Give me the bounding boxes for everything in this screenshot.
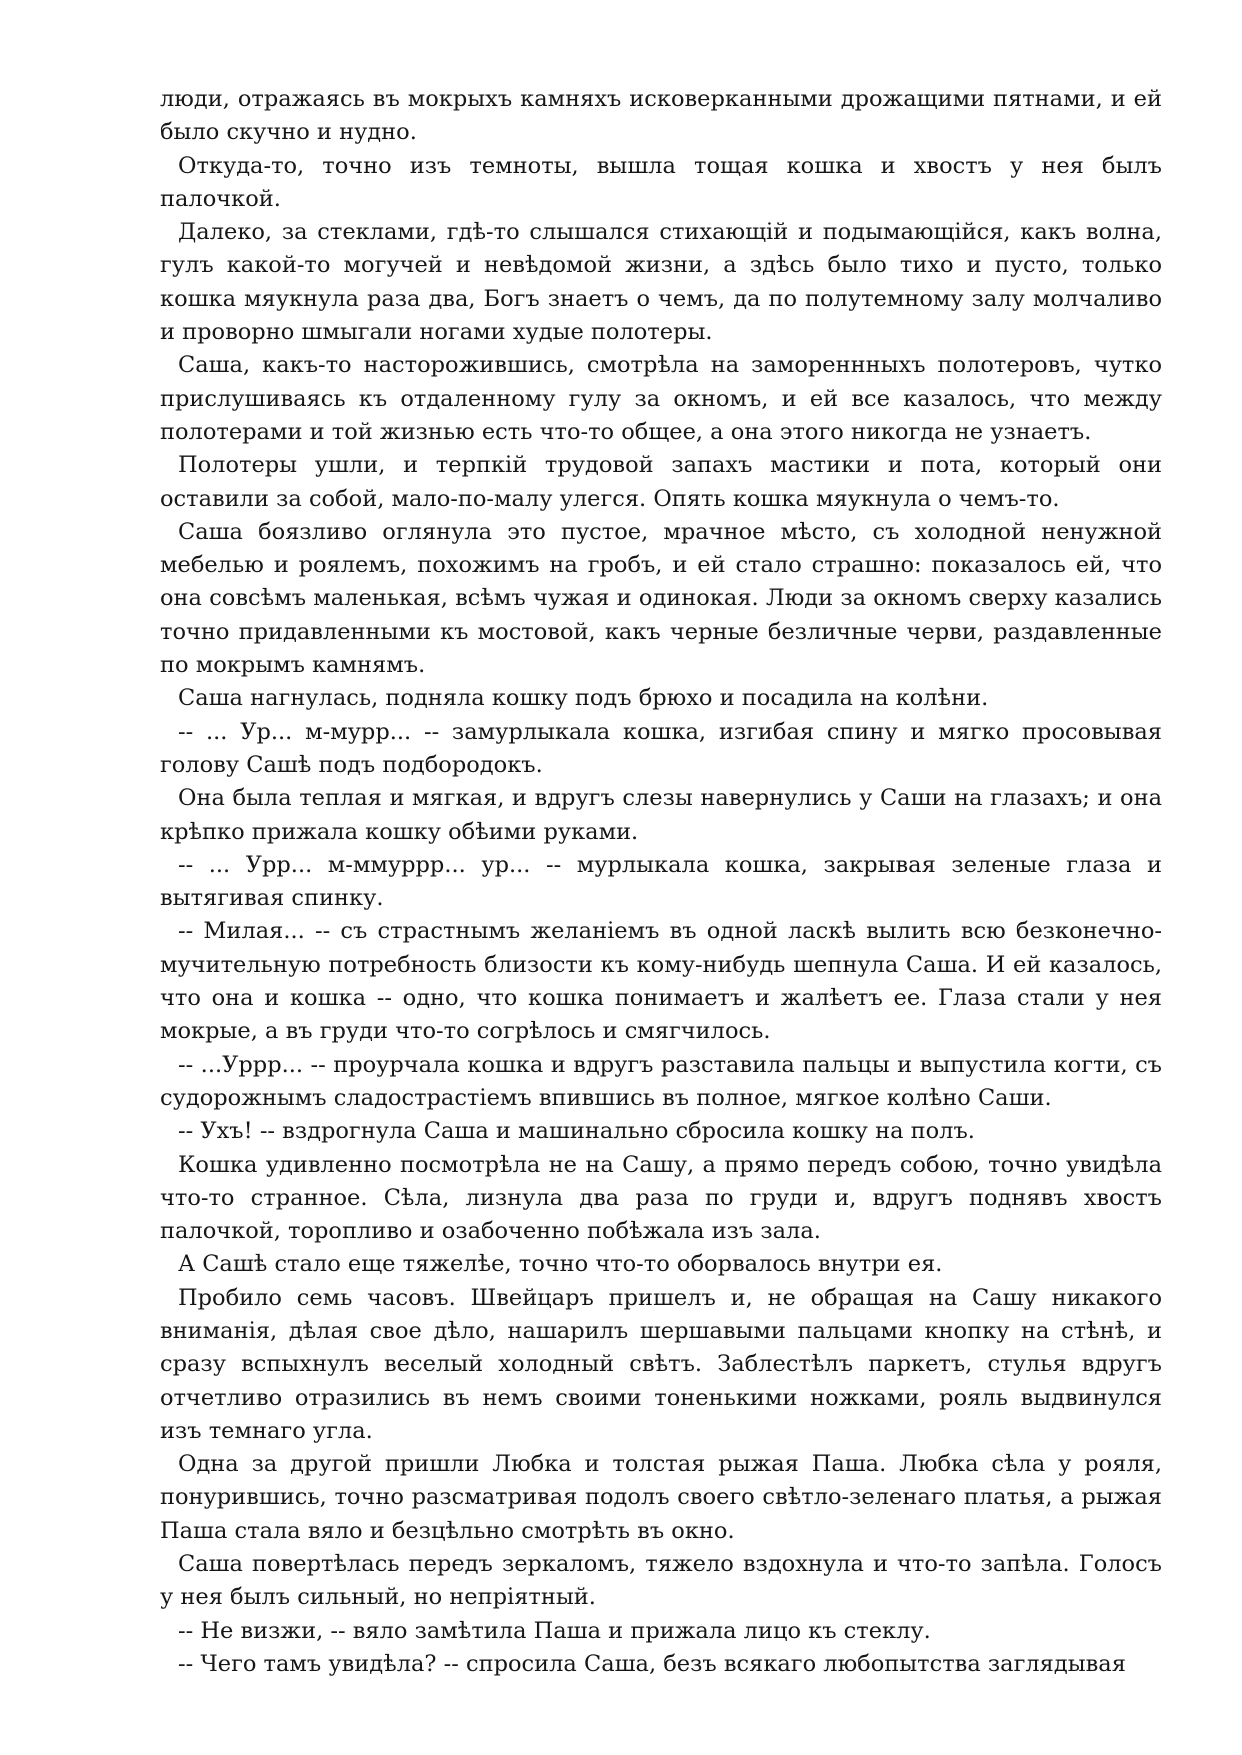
document-page: [160, 83, 1162, 1681]
paragraph: Пробило семь часовъ. Швейцаръ пришелъ и, не обращая на Сашу никакого вниманія, дѣлая свое дѣло, нашарилъ шершавыми пальцами кнопку на стѣнѣ, и сразу вспыхнулъ веселый холодный свѣтъ. Заблестѣлъ паркетъ, стулья вдругъ отчетливо отразились въ немъ своими тоненькими ножками, рояль выдвинулся изъ темнаго угла.: [160, 1284, 1162, 1444]
paragraph: Полотеры ушли, и терпкій трудовой запахъ мастики и пота, который они оставили за собой, мало-по-малу улегся. Опять кошка мяукнула о чемъ-то.: [160, 452, 1162, 512]
paragraph: -- ... Урр... м-ммуррр... ур... -- мурлыкала кошка, закрывая зеленые глаза и вытягивая спинку.: [160, 851, 1162, 912]
paragraph: Саша, какъ-то насторожившись, смотрѣла на замореннныхъ полотеровъ, чутко прислушиваясь къ отдаленному гулу за окномъ, и ей все казалось, что между полотерами и той жизнью есть что-то общее, а она этого никогда не узнаетъ.: [160, 352, 1162, 445]
paragraph: люди, отражаясь въ мокрыхъ камняхъ исковерканными дрожащими пятнами, и ей было скучно и нудно.: [160, 86, 1162, 146]
paragraph: Кошка удивленно посмотрѣла не на Сашу, а прямо передъ собою, точно увидѣла что-то странное. Сѣла, лизнула два раза по груди и, вдругъ поднявъ хвостъ палочкой, торопливо и озабоченно побѣжала изъ зала.: [160, 1151, 1162, 1245]
paragraph: Далеко, за стеклами, гдѣ-то слышался стихающій и подымающійся, какъ волна, гулъ какой-то могучей и невѣдомой жизни, а здѣсь было тихо и пусто, только кошка мяукнула раза два, Богъ знаетъ о чемъ, да по полутемному залу молчаливо и проворно шмыгали ногами худые полотеры.: [160, 219, 1162, 346]
paragraph: Откуда-то, точно изъ темноты, вышла тощая кошка и хвостъ у нея былъ палочкой.: [160, 152, 1162, 212]
paragraph: Саша нагнулась, подняла кошку подъ брюхо и посадила на колѣни.: [178, 685, 989, 712]
paragraph: Саша повертѣлась передъ зеркаломъ, тяжело вздохнула и что-то запѣла. Голосъ у нея былъ сильный, но непріятный.: [160, 1551, 1162, 1611]
paragraph: Одна за другой пришли Любка и толстая рыжая Паша. Любка сѣла у рояля, понурившись, точно разсматривая подолъ своего свѣтло-зеленаго платья, а рыжая Паша стала вяло и безцѣльно смотрѣть въ окно.: [160, 1451, 1162, 1544]
paragraph: -- ...Уррр... -- проурчала кошка и вдругъ разставила пальцы и выпустила когти, съ судорожнымъ сладострастіемъ впившись въ полное, мягкое колѣно Саши.: [160, 1051, 1162, 1111]
paragraph: -- Ухъ! -- вздрогнула Саша и машинально сбросила кошку на полъ.: [178, 1118, 975, 1145]
paragraph: -- Милая... -- съ страстнымъ желаніемъ въ одной ласкѣ вылить всю безконечно-мучительную потребность близости къ кому-нибудь шепнула Саша. И ей казалось, что она и кошка -- одно, что кошка понимаетъ и жалѣетъ ее. Глаза стали у нея мокрые, а въ груди что-то согрѣлось и смягчилось.: [160, 918, 1162, 1045]
paragraph: -- ... Ур... м-мурр... -- замурлыкала кошка, изгибая спину и мягко просовывая голову Сашѣ подъ подбородокъ.: [160, 718, 1162, 778]
paragraph: А Сашѣ стало еще тяжелѣе, точно что-то оборвалось внутри ея.: [178, 1251, 943, 1278]
paragraph: Саша боязливо оглянула это пустое, мрачное мѣсто, съ холодной ненужной мебелью и роялемъ, похожимъ на гробъ, и ей стало страшно: показалось ей, что она совсѣмъ маленькая, всѣмъ чужая и одинокая. Люди за окномъ сверху казались точно придавленными къ мостовой, какъ черные безличные черви, раздавленные по мокрымъ камнямъ.: [160, 518, 1162, 679]
paragraph: Она была теплая и мягкая, и вдругъ слезы навернулись у Саши на глазахъ; и она крѣпко прижала кошку обѣими руками.: [160, 785, 1162, 845]
paragraph: -- Чего тамъ увидѣла? -- спросила Саша, безъ всякаго любопытства заглядывая: [178, 1650, 1126, 1677]
paragraph: -- Не визжи, -- вяло замѣтила Паша и прижала лицо къ стеклу.: [178, 1617, 931, 1644]
